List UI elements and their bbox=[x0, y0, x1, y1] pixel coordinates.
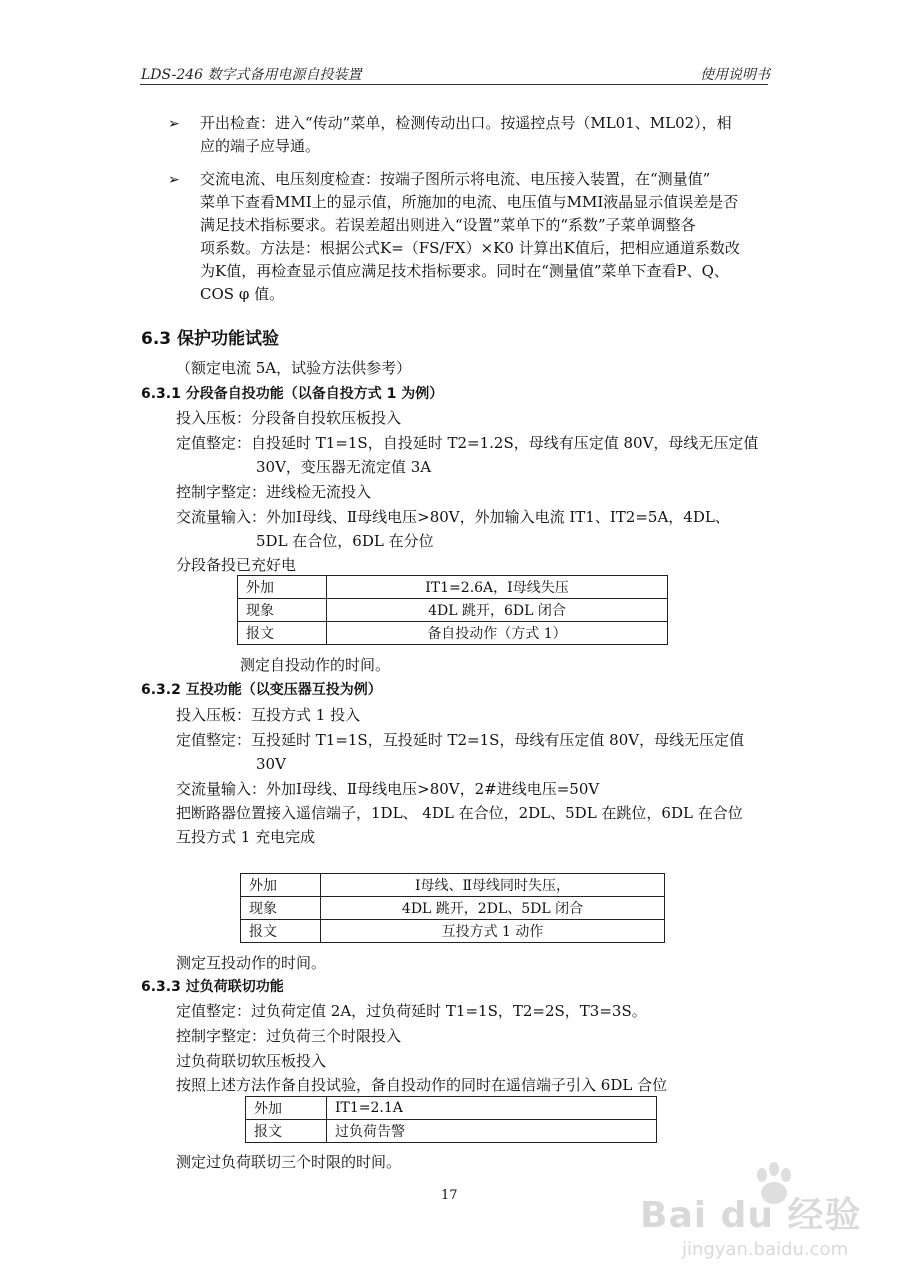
paragraph-line: 测定互投动作的时间。 bbox=[176, 954, 327, 972]
bullet-text: 项系数。方法是：根据公式K=（FS/FX）×K0 计算出K值后，把相应通道系数改 bbox=[200, 239, 740, 257]
table-row bbox=[246, 1097, 657, 1120]
table-row bbox=[241, 874, 665, 897]
table-cell-label: 现象 bbox=[238, 599, 327, 622]
bullet-text: 为K值，再检查显示值应满足技术指标要求。同时在“测量值”菜单下查看P、Q、 bbox=[200, 262, 729, 280]
table-row bbox=[241, 897, 665, 920]
paragraph-line: 测定过负荷联切三个时限的时间。 bbox=[176, 1153, 402, 1171]
paragraph-line: 投入压板：分段备自投软压板投入 bbox=[176, 409, 402, 427]
paragraph-line: 测定自投动作的时间。 bbox=[240, 656, 391, 674]
paragraph-line: 定值整定：互投延时 T1=1S，互投延时 T2=1S，母线有压定值 80V，母线无压定值 bbox=[176, 731, 745, 749]
paragraph-line: 30V bbox=[256, 755, 286, 773]
paragraph-line: 交流量输入：外加Ⅰ母线、Ⅱ母线电压>80V，2#进线电压=50V bbox=[176, 780, 600, 798]
bullet-text: 满足技术指标要求。若误差超出则进入“设置”菜单下的“系数”子菜单调整各 bbox=[200, 216, 696, 234]
bullet-arrow-icon: ➢ bbox=[168, 172, 180, 188]
bullet-text: 应的端子应导通。 bbox=[200, 137, 321, 155]
paragraph-line: 互投方式 1 充电完成 bbox=[176, 828, 316, 846]
paragraph-line: 5DL 在合位，6DL 在分位 bbox=[256, 532, 434, 550]
table-cell-value: 备自投动作（方式 1） bbox=[327, 622, 668, 645]
table-row bbox=[241, 920, 665, 943]
paragraph-line: 定值整定：过负荷定值 2A，过负荷延时 T1=1S，T2=2S，T3=3S。 bbox=[176, 1002, 647, 1020]
table-row bbox=[238, 622, 668, 645]
table-cell-value: 过负荷告警 bbox=[327, 1120, 657, 1143]
paragraph-line: 投入压板：互投方式 1 投入 bbox=[176, 706, 361, 724]
table-cell-label: 报文 bbox=[246, 1120, 327, 1143]
subsection-title-633: 6.3.3 过负荷联切功能 bbox=[141, 979, 284, 995]
result-table-631 bbox=[237, 575, 668, 645]
section-title: 保护功能试验 bbox=[177, 329, 280, 349]
section-heading bbox=[141, 324, 279, 349]
watermark-logo: Bai du 经验 bbox=[640, 1195, 862, 1236]
table-cell-value: 互投方式 1 动作 bbox=[321, 920, 665, 943]
table-cell-value: 4DL 跳开，6DL 闭合 bbox=[327, 599, 668, 622]
page-number: 17 bbox=[441, 1188, 458, 1203]
paragraph-line: 分段备投已充好电 bbox=[176, 556, 297, 574]
result-table-633 bbox=[245, 1096, 657, 1143]
table-cell-value: IT1=2.1A bbox=[327, 1097, 657, 1120]
watermark bbox=[640, 1155, 900, 1275]
result-table-632 bbox=[240, 873, 665, 943]
subsection-title-631: 6.3.1 分段备自投功能（以备自投方式 1 为例） bbox=[141, 386, 444, 402]
bullet-text: 交流电流、电压刻度检查：按端子图所示将电流、电压接入装置，在“测量值” bbox=[200, 170, 711, 188]
paragraph-line: 交流量输入：外加Ⅰ母线、Ⅱ母线电压>80V，外加输入电流 IT1、IT2=5A，4DL、 bbox=[176, 508, 730, 526]
bullet-text: 菜单下查看MMI上的显示值，所施加的电流、电压值与MMI液晶显示值误差是否 bbox=[200, 193, 739, 211]
table-row bbox=[238, 576, 668, 599]
paragraph-line: 控制字整定：进线检无流投入 bbox=[176, 483, 372, 501]
bullet-text: COS φ 值。 bbox=[200, 285, 285, 303]
table-cell-value: Ⅰ母线、Ⅱ母线同时失压， bbox=[321, 874, 665, 897]
paragraph-line: 把断路器位置接入遥信端子，1DL、 4DL 在合位，2DL、5DL 在跳位，6DL 在合位 bbox=[176, 804, 743, 822]
table-cell-label: 现象 bbox=[241, 897, 321, 920]
table-cell-label: 外加 bbox=[238, 576, 327, 599]
paragraph-line: 定值整定：自投延时 T1=1S，自投延时 T2=1.2S，母线有压定值 80V，母线无压定值 bbox=[176, 434, 759, 452]
table-cell-label: 外加 bbox=[241, 874, 321, 897]
paragraph-line: 控制字整定：过负荷三个时限投入 bbox=[176, 1027, 402, 1045]
paragraph-line: 过负荷联切软压板投入 bbox=[176, 1052, 327, 1070]
table-cell-label: 报文 bbox=[241, 920, 321, 943]
watermark-url: jingyan.baidu.com bbox=[682, 1239, 849, 1260]
paragraph-line: 30V，变压器无流定值 3A bbox=[256, 458, 432, 476]
header-doc-title: LDS-246 数字式备用电源自投装置 bbox=[141, 67, 362, 83]
table-cell-value: IT1=2.6A，Ⅰ母线失压 bbox=[327, 576, 668, 599]
table-cell-label: 报文 bbox=[238, 622, 327, 645]
bullet-arrow-icon: ➢ bbox=[168, 116, 180, 132]
table-row bbox=[238, 599, 668, 622]
header-rule bbox=[140, 84, 768, 85]
header-manual-label: 使用说明书 bbox=[700, 67, 770, 83]
table-cell-label: 外加 bbox=[246, 1097, 327, 1120]
subsection-title-632: 6.3.2 互投功能（以变压器互投为例） bbox=[141, 682, 382, 698]
table-row bbox=[246, 1120, 657, 1143]
table-cell-value: 4DL 跳开，2DL、5DL 闭合 bbox=[321, 897, 665, 920]
bullet-text: 开出检查：进入“传动”菜单，检测传动出口。按遥控点号（ML01、ML02），相 bbox=[200, 114, 732, 132]
section-note: （额定电流 5A，试验方法供参考） bbox=[176, 359, 412, 377]
section-number: 6.3 bbox=[141, 329, 172, 349]
paragraph-line: 按照上述方法作备自投试验，备自投动作的同时在遥信端子引入 6DL 合位 bbox=[176, 1076, 668, 1094]
